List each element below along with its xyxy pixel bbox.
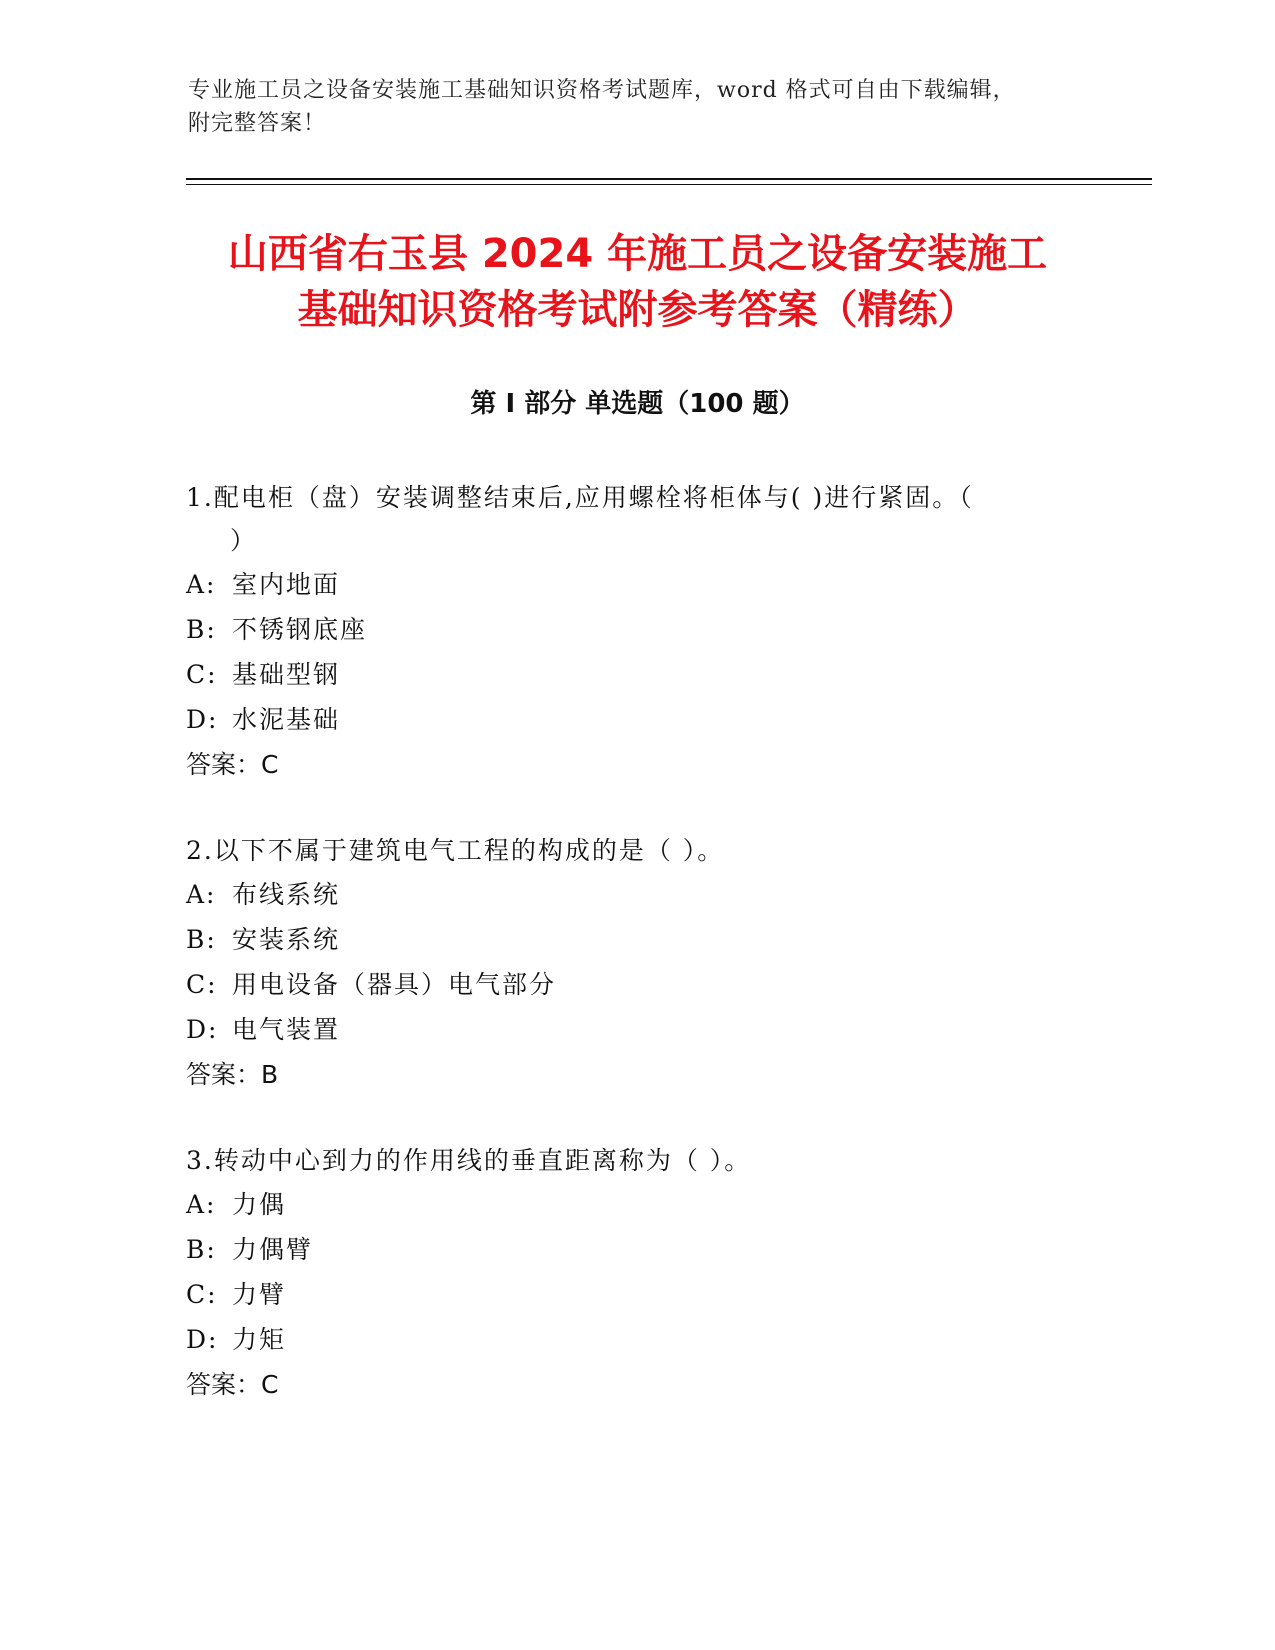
option-text: 基础型钢: [232, 660, 341, 689]
header-divider-thin: [186, 184, 1152, 185]
header-note-line-1: 专业施工员之设备安装施工基础知识资格考试题库，word 格式可自由下载编辑，: [188, 78, 1016, 103]
option-key: A:: [186, 880, 217, 909]
option-key: B:: [186, 1235, 217, 1264]
option-text: 安装系统: [232, 925, 341, 954]
question-list: [186, 476, 1066, 1449]
option-c: [186, 1272, 1066, 1317]
question-stem-line-1: 1.配电柜（盘）安装调整结束后,应用螺栓将柜体与( )进行紧固。（: [186, 483, 974, 512]
header-divider-thick: [186, 178, 1152, 180]
option-b: [186, 1227, 1066, 1272]
option-d: [186, 1007, 1066, 1052]
option-key: D:: [186, 1325, 219, 1354]
option-a: [186, 1182, 1066, 1227]
question-stem: [186, 476, 1066, 562]
option-b: [186, 917, 1066, 962]
header-note-line-2: 附完整答案！: [188, 111, 327, 136]
option-a: [186, 562, 1066, 607]
question-3: [186, 1139, 1066, 1407]
option-a: [186, 872, 1066, 917]
header-note: [188, 74, 1068, 140]
question-stem-line-1: 2.以下不属于建筑电气工程的构成的是（ ）。: [186, 836, 725, 865]
option-key: B:: [186, 615, 217, 644]
option-text: 力臂: [232, 1280, 287, 1309]
question-stem: [186, 829, 1066, 872]
option-d: [186, 1317, 1066, 1362]
answer: 答案：C: [186, 1370, 279, 1399]
option-key: C:: [186, 970, 218, 999]
option-c: [186, 652, 1066, 697]
question-stem-line-1: 3.转动中心到力的作用线的垂直距离称为（ ）。: [186, 1146, 752, 1175]
question-stem: [186, 1139, 1066, 1182]
document-title-line-1: 山西省右玉县 2024 年施工员之设备安装施工: [227, 231, 1048, 277]
option-key: B:: [186, 925, 217, 954]
document-title-line-2: 基础知识资格考试附参考答案（精练）: [297, 287, 978, 333]
option-text: 用电设备（器具）电气部分: [232, 970, 557, 999]
answer: 答案：B: [186, 1060, 279, 1089]
option-text: 不锈钢底座: [232, 615, 368, 644]
option-d: [186, 697, 1066, 742]
question-2: [186, 829, 1066, 1097]
question-1: [186, 476, 1066, 787]
option-text: 力矩: [232, 1325, 287, 1354]
option-text: 力偶: [232, 1190, 287, 1219]
option-key: A:: [186, 1190, 217, 1219]
option-text: 水泥基础: [232, 705, 341, 734]
option-key: C:: [186, 660, 218, 689]
option-text: 电气装置: [232, 1015, 341, 1044]
option-c: [186, 962, 1066, 1007]
option-key: D:: [186, 1015, 219, 1044]
option-text: 室内地面: [232, 570, 341, 599]
document-title: [150, 226, 1125, 338]
question-stem-line-2: ）: [230, 526, 258, 555]
option-key: D:: [186, 705, 219, 734]
option-key: A:: [186, 570, 217, 599]
section-title: 第 I 部分 单选题（100 题）: [470, 389, 805, 419]
option-text: 力偶臂: [232, 1235, 314, 1264]
option-b: [186, 607, 1066, 652]
option-key: C:: [186, 1280, 218, 1309]
answer: 答案：C: [186, 750, 279, 779]
option-text: 布线系统: [232, 880, 341, 909]
